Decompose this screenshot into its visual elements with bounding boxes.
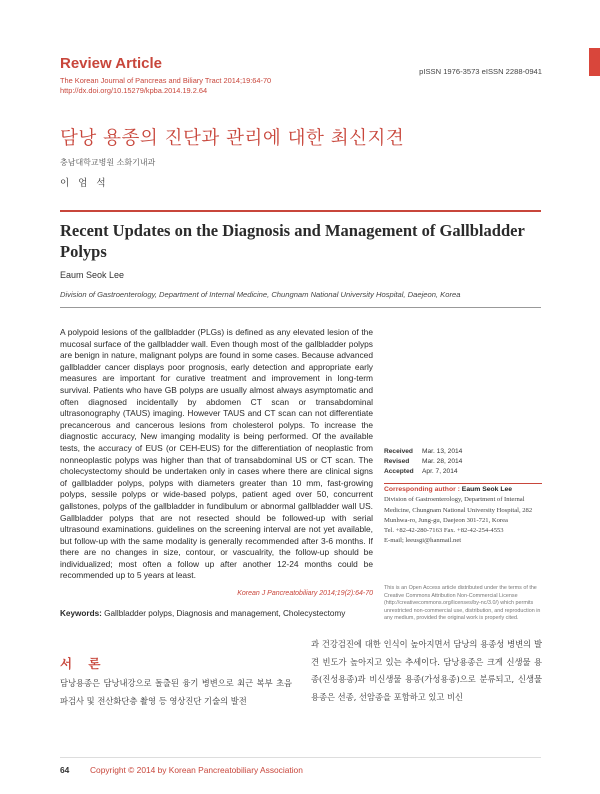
correspondence-address: Division of Gastroenterology, Department of Internal Medicine, Chungnam National University Hospital, 282 Munhwa-ro, Jung-gu, Daejeon 301-721, Korea — [384, 496, 533, 524]
article-type-label: Review Article — [60, 55, 162, 72]
correspondence-name: Eaum Seok Lee — [461, 486, 513, 493]
body-text-left — [60, 655, 292, 710]
english-title: Recent Updates on the Diagnosis and Management of Gallbladder Polyps — [60, 221, 525, 261]
page-number: 64 — [60, 765, 70, 775]
copyright-notice: Copyright © 2014 by Korean Pancreatobiliary Association — [90, 765, 303, 775]
issn-line: pISSN 1976-3573 eISSN 2288-0941 — [419, 67, 542, 76]
keywords-list: Gallbladder polyps, Diagnosis and management, Cholecystectomy — [101, 609, 346, 618]
correspondence-divider — [384, 483, 542, 484]
footer-divider — [60, 757, 541, 758]
english-author: Eaum Seok Lee — [60, 270, 125, 280]
korean-author: 이 엄 석 — [60, 178, 109, 189]
doi-link[interactable]: http://dx.doi.org/10.15279/kpba.2014.19.2.64 — [60, 86, 208, 95]
body-text-right: 과 건강검진에 대한 인식이 높아지면서 담낭의 용종성 병변의 발견 빈도가 높아지고 있는 추세이다. 담낭용종은 크게 신생물 용종(진성용종)과 비신생물 용종(가성용종)으로 분류되고, 신생물 용종은 선종, 선암종을 포함하고 있고 비신 — [311, 639, 542, 702]
correspondence-phone: Tel. +82-42-280-7163 Fax. +82-42-254-4553 — [384, 527, 504, 535]
side-color-tab — [589, 48, 600, 76]
open-access-notice: This is an Open Access article distributed under the terms of the Creative Commons Attribution Non-Commercial License (http://creativecommons.org/licenses/by-nc/3.0/) which permits unrestricted non-commercial use, distribution, and reproduction in any medium, provided the original work is properly cited. — [384, 585, 541, 622]
title-divider — [60, 210, 541, 212]
english-affiliation: Division of Gastroenterology, Department of Internal Medicine, Chungnam National University Hospital, Daejeon, Korea — [60, 290, 461, 299]
history-label: Revised — [384, 458, 410, 465]
correspondence-heading — [384, 485, 542, 495]
section-heading: 서 론 — [60, 656, 107, 671]
history-label: Accepted — [384, 468, 414, 475]
korean-affiliation: 충남대학교병원 소화기내과 — [60, 158, 156, 167]
history-row — [384, 457, 544, 467]
history-date: Apr. 7, 2014 — [422, 468, 458, 475]
korean-title: 담낭 용종의 진단과 관리에 대한 최신지견 — [60, 128, 405, 149]
history-date: Mar. 28, 2014 — [422, 458, 463, 465]
correspondence-label: Corresponding author : — [384, 486, 460, 493]
abstract-citation: Korean J Pancreatobiliary 2014;19(2):64-70 — [237, 590, 373, 597]
keywords-label: Keywords: — [60, 609, 102, 618]
history-label: Received — [384, 448, 413, 455]
correspondence-email[interactable]: E-mail; leeusgi@hanmail.net — [384, 537, 462, 545]
article-history — [384, 447, 544, 477]
journal-citation-line: The Korean Journal of Pancreas and Biliary Tract 2014;19:64-70 — [60, 76, 272, 85]
history-row — [384, 467, 544, 477]
history-row — [384, 447, 544, 457]
correspondence-block — [384, 485, 542, 547]
keywords — [60, 609, 380, 618]
affiliation-divider — [60, 307, 541, 308]
abstract-text: A polypoid lesions of the gallbladder (PLGs) is defined as any elevated lesion of the mucosal surface of the gallbladder wall. Even though most of the gallbladder polyps are benign in nature, malignant polyps are found in some cases. Because advanced gallbladder cancer displays poor prognosis, early detection and appropriate early measures are important for curative treatment and improvement in long-term survival. Patients who have GB polyps are usually almost always asymptomatic and often diagnosed incidentally by abdomen CT scan or transabdominal ultrasonography (TAUS) imaging. However TAUS and CT scan can not differentiate precancerous and cancerous lesions from cholesterol polyps. To increase the diagnostic accuracy, New imanging modality is being performed. Of the available tests, the accuracy of EUS (or CEH-EUS) for the differentiation of neoplastic from nonneoplastic polyps was higher than that of transabdominal US or CT scan. The cholecystectomy should be undertaken only in cases where there are clinical signs of gallbladder polyps, polyps with diameters greater than 10 mm, fast-growing polyps, sessile polyps or wide-based polyps, patient aged over 50, concurrent gallstones, polyps of the gallbladder in fundibulum or abnormal gallbladder wall US. Gallbladder polyps that are not resected should be followed-up with serial ultrasound examinations. guidelines on the screening interval are not yet available, but follow-up with the same modality is generally recommended after 3-6 months. If there are no changes in size, contour, or vascualrity, the follow-up should be individualized; most often a follow up after another 12-24 months could be recommended up to 5 years at least. — [60, 327, 373, 581]
body-left-paragraph: 담낭용종은 담낭내강으로 돌출된 융기 병변으로 최근 복부 초음파검사 및 전산화단층 촬영 등 영상진단 기술의 발전 — [60, 678, 292, 706]
history-date: Mar. 13, 2014 — [422, 448, 463, 455]
